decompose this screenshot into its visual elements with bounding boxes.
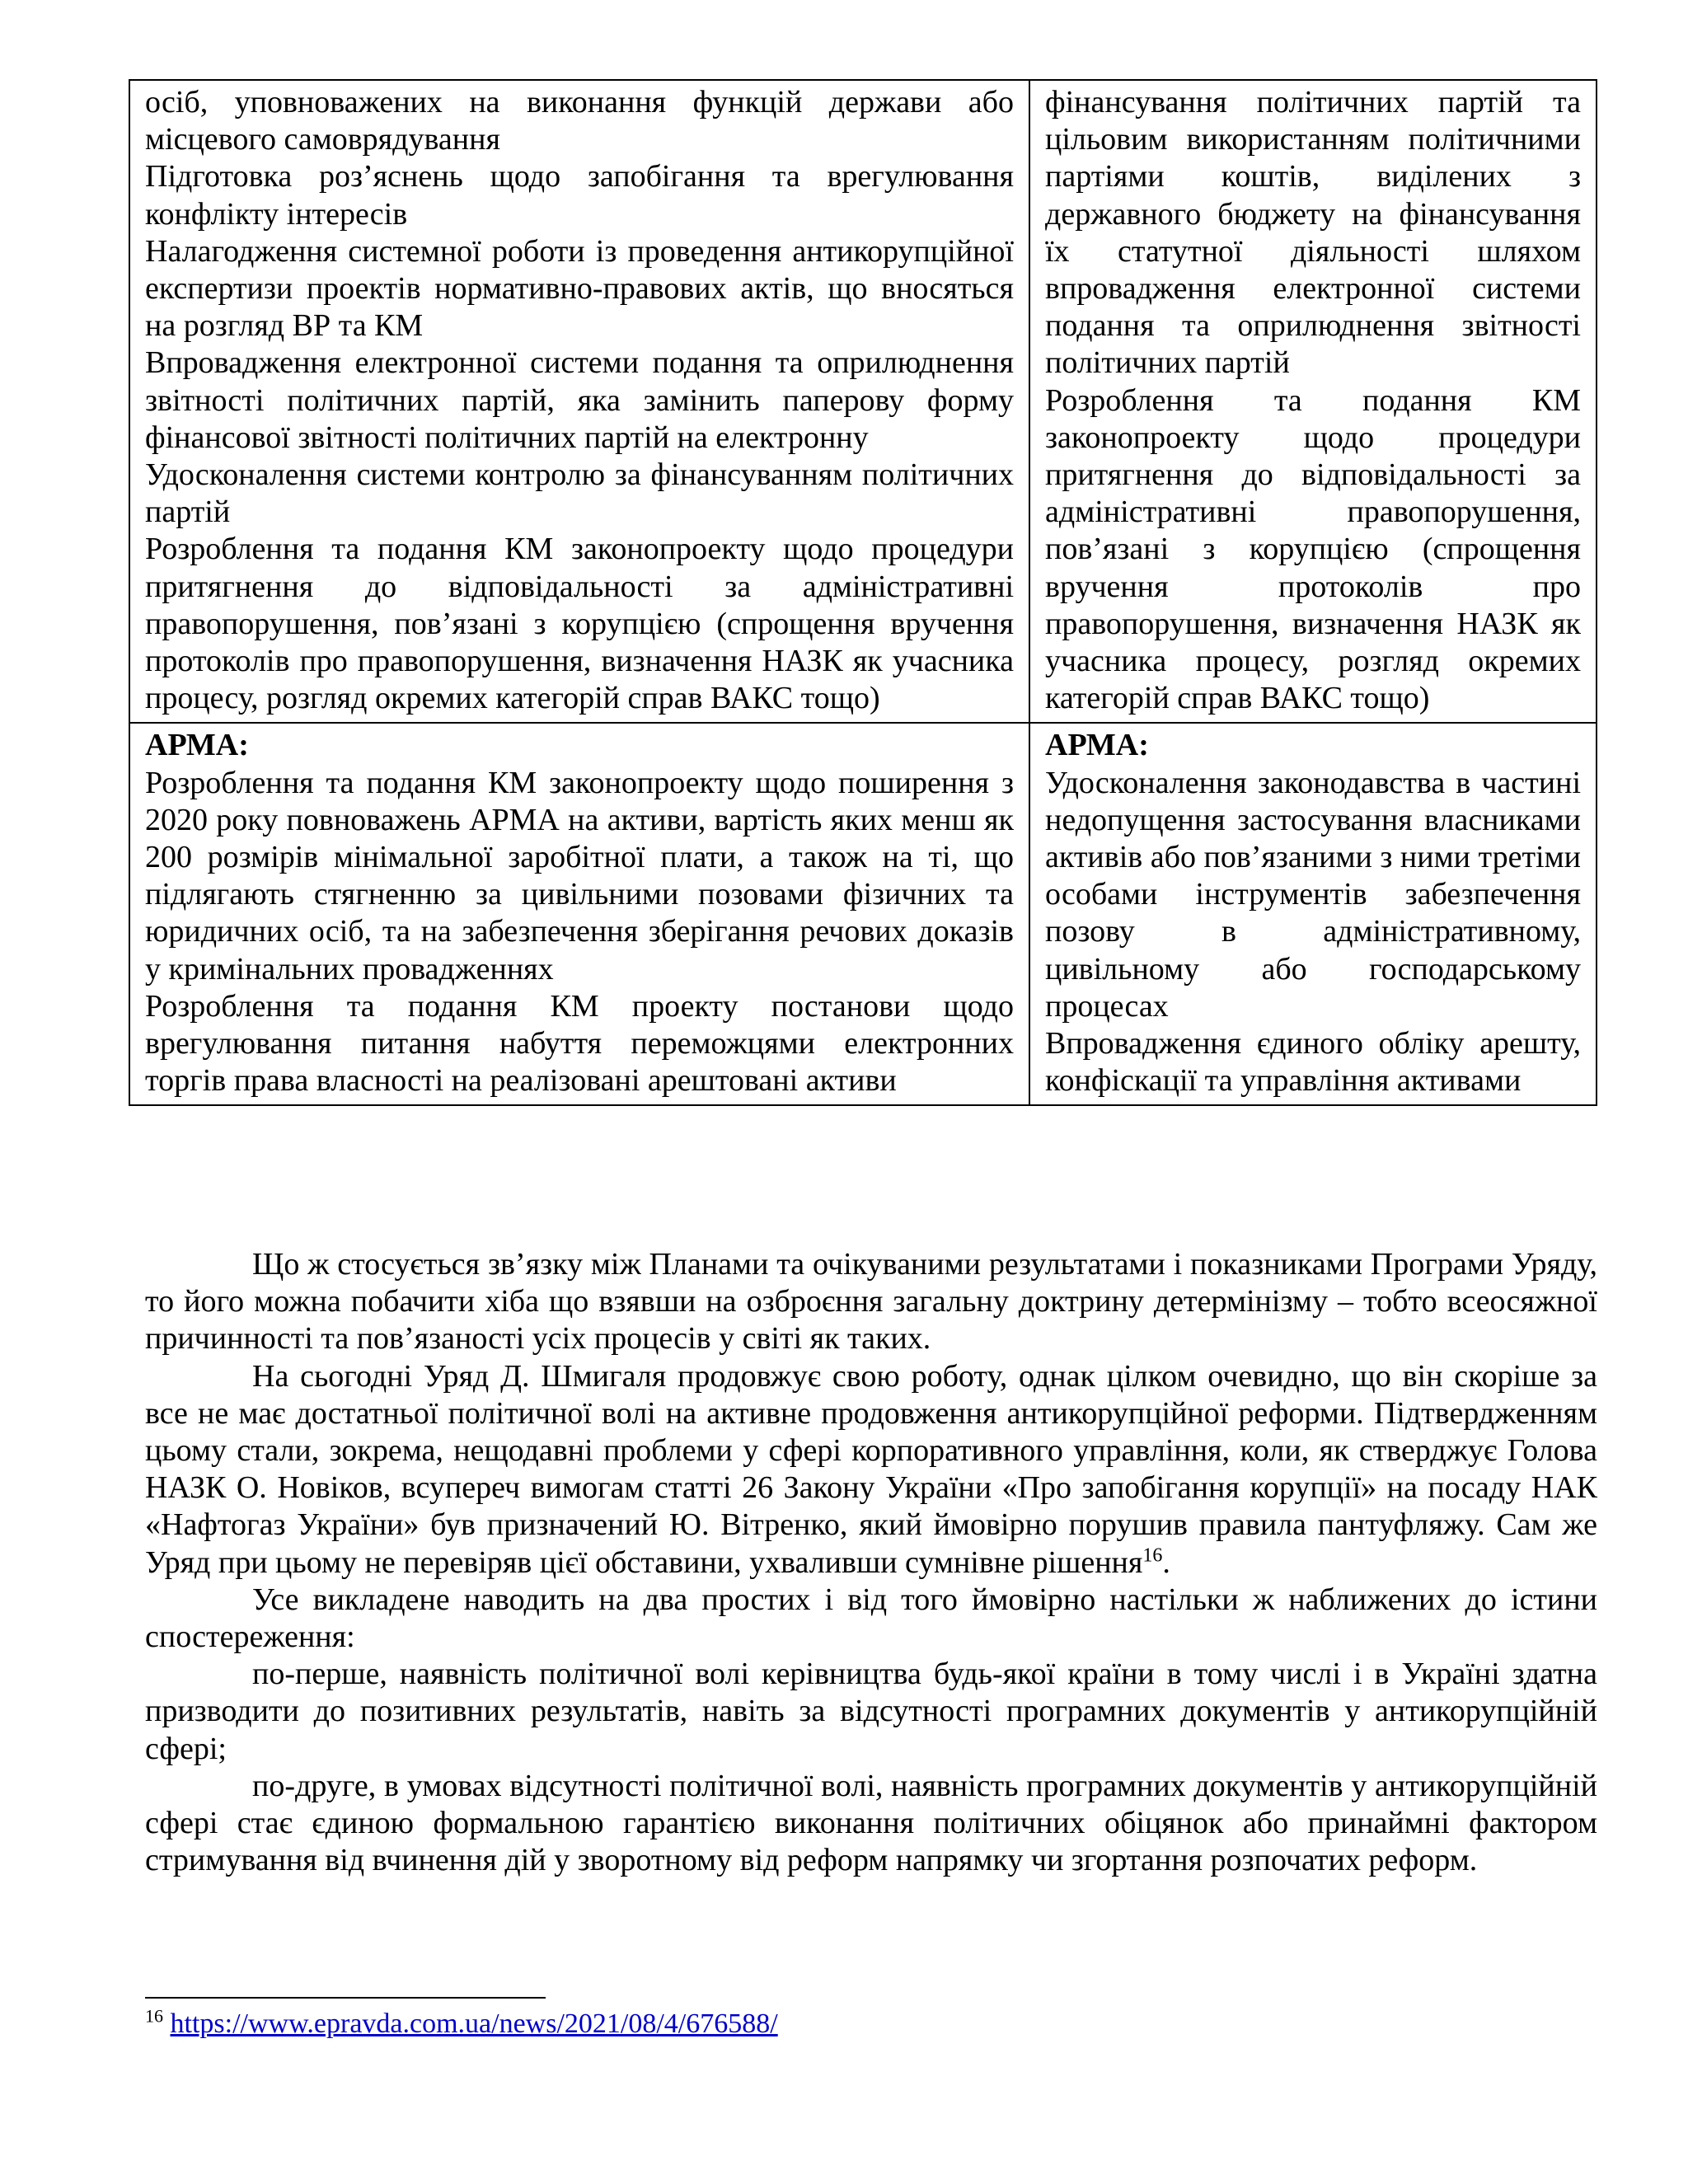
list-item: Розроблення та подання КМ законопроекту щодо процедури притягнення до відповідальності за адміністративні правопорушення, пов’язані з корупцією (спрощення вручення протоколів про правопорушення, визначення НАЗК як учасника процесу, розгляд окремих категорій справ ВАКС тощо): [145, 532, 1014, 716]
list-item: Впровадження електронної системи подання та оприлюднення звітності політичних партій, яка замінить паперову форму фінансової звітності політичних партій на електронну: [145, 345, 1014, 455]
paragraph-text: На сьогодні Уряд Д. Шмигаля продовжує свою роботу, однак цілком очевидно, що він скоріше за все не має достатньої політичної волі на активне продовження антикорупційної реформи. Підтвердженням цьому стали, зокрема, нещодавні проблеми у сфері корпоративного управління, коли, як стверджує Голова НАЗК О. Новіков, всупереч вимогам статті 26 Закону України «Про запобігання корупції» на посаду НАК «Нафтогаз України» був призначений Ю. Вітренко, який ймовірно порушив правила пантуфляжу. Сам же Уряд при цьому не перевіряв цієї обставини, ухваливши сумнівне рішення: [145, 1358, 1597, 1580]
table-cell-right: [1029, 80, 1597, 723]
plans-comparison-table: [129, 79, 1597, 1106]
table-cell-left: [129, 723, 1029, 1105]
list-item: фінансування політичних партій та цільовим використанням політичними партіями коштів, виділених з державного бюджету на фінансування їх статутної діяльності шляхом впровадження електронної системи подання та оприлюднення звітності політичних партій: [1045, 85, 1581, 381]
paragraph: Усе викладене наводить на два простих і від того ймовірно настільки ж наближених до істини спостереження:: [145, 1582, 1597, 1655]
paragraph: по-перше, наявність політичної волі керівництва будь-якої країни в тому числі і в Україні здатна призводити до позитивних результатів, навіть за відсутності програмних документів у антикорупційній сфері;: [145, 1657, 1597, 1766]
list-item: Впровадження єдиного обліку арешту, конфіскації та управління активами: [1045, 1026, 1581, 1099]
table-row: [129, 723, 1597, 1105]
section-heading: АРМА:: [145, 728, 249, 763]
paragraph: Що ж стосується зв’язку між Планами та очікуваними результатами і показниками Програми Уряду, то його можна побачити хіба що взявши на озброєння загальну доктрину детермінізму – тобто всеосяжної причинності та пов’язаності усіх процесів у світі як таких.: [145, 1247, 1597, 1357]
table-row: [129, 80, 1597, 723]
list-item: Розроблення та подання КМ законопроекту щодо процедури притягнення до відповідальності за адміністративні правопорушення, пов’язані з корупцією (спрощення вручення протоколів про правопорушення, визначення НАЗК як учасника процесу, розгляд окремих категорій справ ВАКС тощо): [1045, 382, 1581, 716]
footnote-reference[interactable]: 16: [1142, 1544, 1163, 1566]
paragraph: [145, 1358, 1597, 1582]
list-item: Налагодження системної роботи із проведення антикорупційної експертизи проектів нормативно-правових актів, що вносяться на розгляд ВР та КМ: [145, 233, 1014, 344]
body-text: [145, 1246, 1597, 1879]
footnote-link[interactable]: https://www.epravda.com.ua/news/2021/08/4/676588/: [170, 2008, 778, 2039]
list-item: Підготовка роз’яснень щодо запобігання та врегулювання конфлікту інтересів: [145, 159, 1014, 232]
list-item: осіб, уповноважених на виконання функцій держави або місцевого самоврядування: [145, 85, 1014, 157]
table-cell-right: [1029, 723, 1597, 1105]
paragraph: по-друге, в умовах відсутності політичної волі, наявність програмних документів у антикорупційній сфері стає єдиною формальною гарантією виконання політичних обіцянок або принаймні фактором стримування від вчинення дій у зворотному від реформ напрямку чи згортання розпочатих реформ.: [145, 1768, 1597, 1878]
footnote-divider: [145, 1997, 546, 1999]
list-item: Удосконалення системи контролю за фінансуванням політичних партій: [145, 457, 1014, 530]
list-item: Удосконалення законодавства в частині недопущення застосування власниками активів або пов’язаними з ними третіми особами інструментів забезпечення позову в адміністративному, цивільному або господарському процесах: [1045, 765, 1581, 1024]
footnote-number: 16: [145, 2005, 163, 2027]
list-item: Розроблення та подання КМ проекту постанови щодо врегулювання питання набуття переможцями електронних торгів права власності на реалізовані арештовані активи: [145, 988, 1014, 1099]
section-heading: АРМА:: [1045, 728, 1149, 763]
table-cell-left: [129, 80, 1029, 723]
list-item: Розроблення та подання КМ законопроекту щодо поширення з 2020 року повноважень АРМА на активи, вартість яких менш як 200 розмірів мінімальної заробітної плати, а також на ті, що підлягають стягненню за цивільними позовами фізичних та юридичних осіб, та на забезпечення зберігання речових доказів у кримінальних провадженнях: [145, 765, 1014, 987]
footnote: [145, 2005, 778, 2041]
paragraph-end: .: [1162, 1544, 1170, 1580]
